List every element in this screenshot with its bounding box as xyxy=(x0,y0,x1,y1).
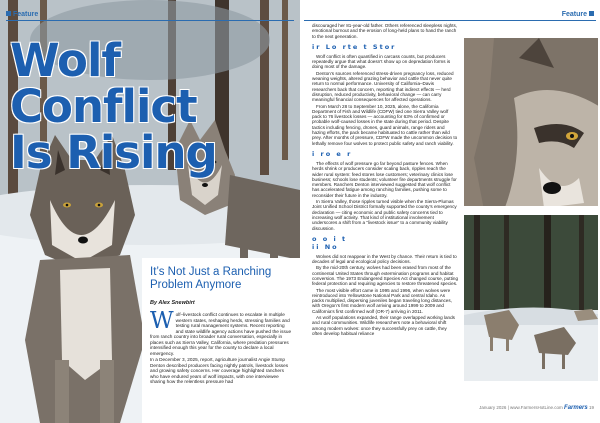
article-subtitle: It’s Not Just a Ranching Problem Anymore xyxy=(150,266,272,291)
footer-brand: Farmers xyxy=(564,405,588,411)
wolf-pack-photo xyxy=(462,213,600,383)
header-rule xyxy=(6,20,294,21)
section-label-right: Feature xyxy=(562,11,594,18)
page-footer xyxy=(479,405,594,411)
title-line-1: Wolf Conflict xyxy=(10,34,197,133)
intro-card xyxy=(142,258,300,423)
drop-cap: W xyxy=(150,308,174,334)
paragraph: From March 28 to September 10, 2025, alone, the California Department of Fish and Wildlife (CDFW) tied one Sierra Valley wolf pack to 76 livestock losses — accounting for 63% of confirmed or probable wolf-caused losses in the state during that period. Despite tactics including fencing, drones, guard animals, range riders and hazing efforts, the pack became habituated to cattle rather than wild prey. After months of pressure, CDFW made the uncommon decision to lethally remove four wolves to protect public safety and ranch viability. xyxy=(312,103,458,146)
title-line-2: Is Rising xyxy=(10,126,217,179)
subheading: o o i t ii No xyxy=(312,234,348,251)
article-column xyxy=(312,23,458,337)
paragraph: By the mid-20th century, wolves had been erased from most of the continental United States through extermination programs and habitat conversion. The 1973 Endangered Species Act changed course, putting federal protection and requiring agencies to restore threatened species. xyxy=(312,265,458,287)
paragraph: Wolves did not reappear in the West by chance. Their return is tied to decades of legal and ecological policy decisions. xyxy=(312,253,457,265)
paragraph: In Sierra Valley, those ripples turned visible when the Sierra-Plumas Joint Unified School District formally supported the county’s emergency declaration — citing economic and public safety concerns tied to increasing wolf activity. That kind of institutional involvement underscores a shift from a “livestock issue” to a community viability discussion. xyxy=(312,199,457,231)
paragraph: discouraged her 81-year-old father. Others referenced sleepless nights, emotional burnout and the erosion of long-held plans to hand the ranch to the next generation. xyxy=(312,23,458,39)
paragraph: The most visible effort came in 1995 and 1996, when wolves were reintroduced into Yellowstone National Park and central Idaho. As packs multiplied, dispersing juveniles began traveling long distances, with Oregon’s first modern wolf arriving around 1999 to 2009 and California’s first confirmed wolf (OR-7) arriving in 2011. xyxy=(312,287,452,314)
article-title xyxy=(10,34,300,179)
right-page xyxy=(300,0,600,423)
intro-paragraph-1: olf–livestock conflict continues to escalate in multiple western states, reshaping herds, stressing families and testing rural management systems. Recent reporting and state wildlife agency actions have pushed the issue from ranch country into broader rural conversation, especially in places such as Sierra Valley, California, where predation pressures intensified enough this year for the county to declare a local emergency. xyxy=(150,312,292,356)
header-rule-right xyxy=(304,20,596,21)
byline: By Alex Snewbirt xyxy=(150,300,195,306)
paragraph: Wolf conflict is often quantified in carcass counts, but producers repeatedly argue that what doesn’t show up on depredation forms is doing most of the damage. xyxy=(312,53,451,70)
paragraph: The effects of wolf pressure go far beyond pasture fences. When herds shrink or producers consider scaling back, ripples reach the wider rural system: feed stores lose customers; veterinary clinics lose business; schools lose students; volunteer fire departments struggle for members. Ranchers Denton interviewed suggested that wolf conflict has accelerated fatigue among ranching families, pushing some to reconsider their future in the industry. xyxy=(312,160,457,198)
wolf-closeup-photo xyxy=(462,36,600,208)
subheading: ir Lo rte t Stor xyxy=(312,42,397,51)
page-number: 19 xyxy=(588,405,594,410)
intro-text xyxy=(150,308,293,385)
footer-text: January 2026 | www.FarmersHotLine.com xyxy=(479,405,563,410)
intro-paragraph-2: In a December 3, 2025, report, agriculture journalist Angie Stump Denton described producers facing nightly patrols, livestock losses and growing safety concerns. Her coverage highlighted ranchers who have endured years of wolf impacts, with one interviewee sharing how the relentless pressure had xyxy=(150,357,289,384)
paragraph: Denton’s sources referenced stress-driven pregnancy loss, reduced weaning weights, altered grazing behavior and cattle that never quite return to normal performance. University of California–Davis researchers back that concern, reporting that indirect effects — herd disruption, reduced productivity, behavioral change — can carry meaningful financial consequences for affected operations. xyxy=(312,70,454,103)
subheading: i ro e r xyxy=(312,149,353,158)
section-label: Feature xyxy=(6,11,38,18)
paragraph: As wolf populations expanded, their range overlapped working lands and rural communities. Wildlife researchers note a behavioral shift among modern wolves: once they successfully prey on cattle, they often develop habitual reliance xyxy=(312,315,455,336)
